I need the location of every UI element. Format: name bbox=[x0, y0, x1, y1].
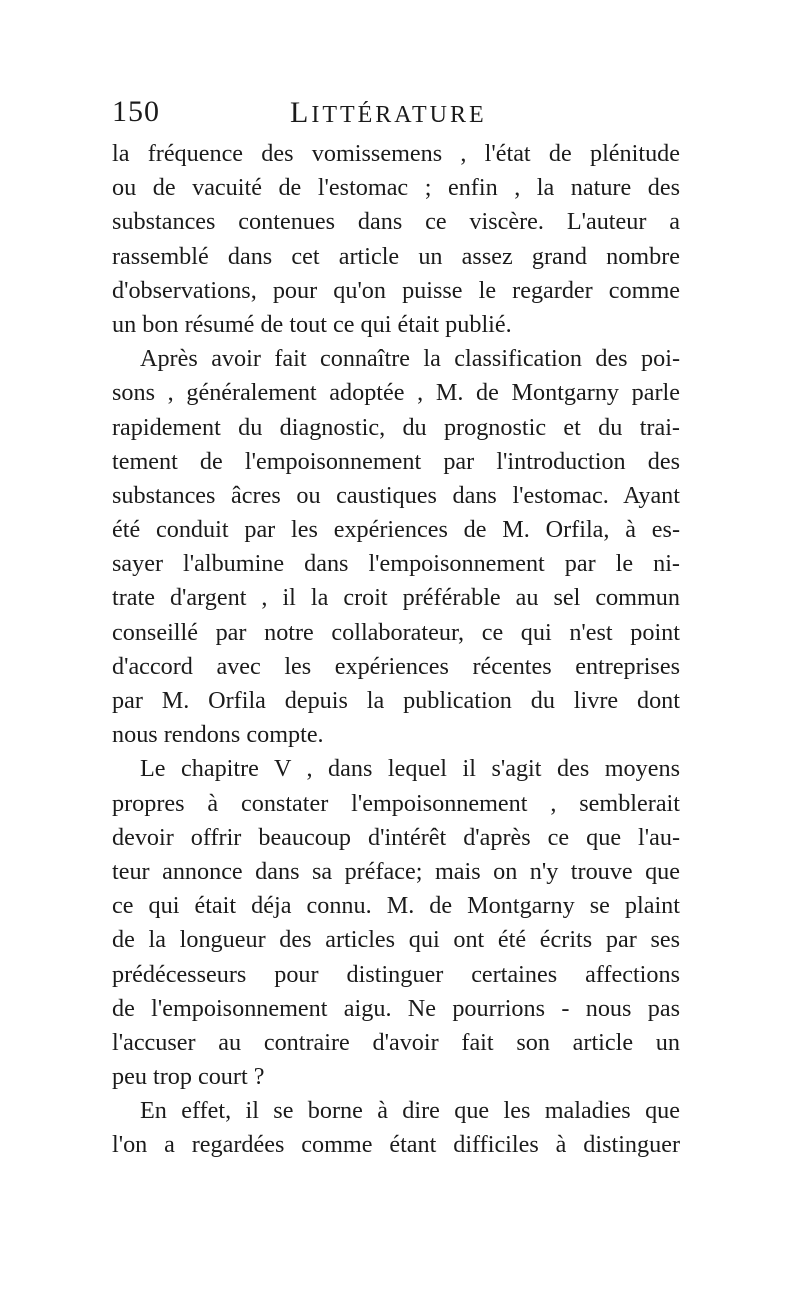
paragraph-3 bbox=[112, 752, 680, 1094]
text-line: par M. Orfila depuis la publication du livre dont bbox=[112, 687, 680, 714]
text-line: propres à constater l'empoisonnement , semblerait bbox=[112, 789, 680, 817]
text-line: rapidement du diagnostic, du prognostic et du trai- bbox=[112, 413, 680, 441]
page-number: 150 bbox=[112, 95, 160, 128]
text-line: sayer l'albumine dans l'empoisonnement par le ni- bbox=[112, 550, 680, 578]
text-line: tement de l'empoisonnement par l'introduction des bbox=[112, 447, 680, 475]
text-line: substances contenues dans ce viscère. L'auteur a bbox=[112, 208, 680, 236]
text-line: l'on a regardées comme étant difficiles à distinguer bbox=[112, 1131, 680, 1159]
text-line: un bon résumé de tout ce qui était publié. bbox=[112, 310, 512, 338]
paragraph-4 bbox=[112, 1094, 680, 1162]
paragraph-2 bbox=[112, 342, 680, 752]
text-line: d'observations, pour qu'on puisse le regarder comme bbox=[112, 276, 680, 304]
running-head bbox=[290, 98, 487, 130]
text-line: substances âcres ou caustiques dans l'estomac. Ayant bbox=[112, 481, 680, 509]
text-line: sons , généralement adoptée , M. de Montgarny parle bbox=[112, 379, 680, 407]
running-head-rest: ITTÉRATURE bbox=[311, 102, 487, 128]
text-line: l'accuser au contraire d'avoir fait son article un bbox=[112, 1028, 680, 1056]
page-header bbox=[112, 96, 692, 130]
text-line: teur annonce dans sa préface; mais on n'y trouve que bbox=[112, 857, 680, 885]
text-line: ou de vacuité de l'estomac ; enfin , la nature des bbox=[112, 174, 680, 202]
text-line: de la longueur des articles qui ont été écrits par ses bbox=[112, 926, 680, 954]
text-line: conseillé par notre collaborateur, ce qui n'est point bbox=[112, 618, 680, 646]
text-line: devoir offrir beaucoup d'intérêt d'après ce que l'au- bbox=[112, 823, 680, 851]
text-line: la fréquence des vomissemens , l'état de plénitude bbox=[112, 140, 680, 167]
text-line: prédécesseurs pour distinguer certaines affections bbox=[112, 960, 680, 988]
body-text bbox=[112, 137, 680, 1163]
text-line: peu trop court ? bbox=[112, 1063, 265, 1091]
text-line: été conduit par les expériences de M. Orfila, à es- bbox=[112, 516, 680, 544]
text-line: nous rendons compte. bbox=[112, 721, 324, 749]
text-line: trate d'argent , il la croit préférable au sel commun bbox=[112, 584, 680, 612]
text-line: de l'empoisonnement aigu. Ne pourrions - nous pas bbox=[112, 994, 680, 1022]
text-line: En effet, il se borne à dire que les maladies que bbox=[140, 1097, 680, 1125]
text-line: Après avoir fait connaître la classification des poi- bbox=[140, 345, 680, 373]
text-line: ce qui était déja connu. M. de Montgarny se plaint bbox=[112, 892, 680, 920]
running-head-initial: L bbox=[290, 96, 312, 129]
text-line: d'accord avec les expériences récentes entreprises bbox=[112, 652, 680, 680]
paragraph-1 bbox=[112, 137, 680, 342]
text-line: rassemblé dans cet article un assez grand nombre bbox=[112, 242, 680, 270]
text-line: Le chapitre V , dans lequel il s'agit des moyens bbox=[140, 755, 680, 783]
